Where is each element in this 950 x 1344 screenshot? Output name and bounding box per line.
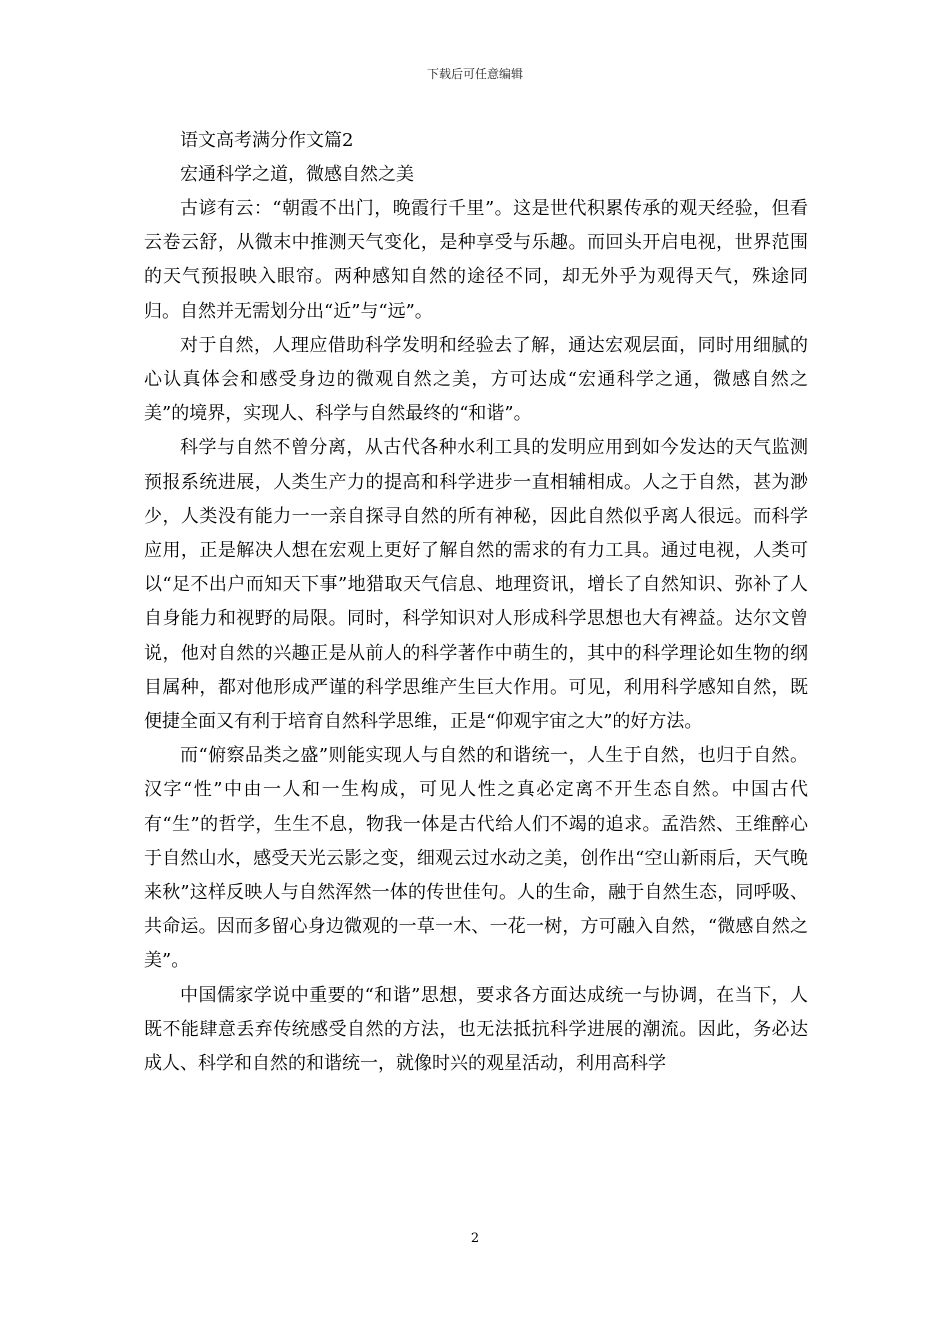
document-body bbox=[144, 124, 808, 1081]
document-title: 语文高考满分作文篇2 bbox=[180, 130, 354, 151]
paragraph-2: 对于自然，人理应借助科学发明和经验去了解，通达宏观层面，同时用细腻的心认真体会和感受身边的微观自然之美，方可达成“宏通科学之通，微感自然之美”的境界，实现人、科学与自然最终的“和谐”。 bbox=[144, 334, 808, 425]
paragraph-3: 科学与自然不曾分离，从古代各种水利工具的发明应用到如今发达的天气监测预报系统进展，人类生产力的提高和科学进步一直相辅相成。人之于自然，甚为渺少，人类没有能力一一亲自探寻自然的所有神秘，因此自然似乎离人很远。而科学应用，正是解决人想在宏观上更好了解自然的需求的有力工具。通过电视，人类可以“足不出户而知天下事”地猎取天气信息、地理资讯，增长了自然知识、弥补了人自身能力和视野的局限。同时，科学知识对人形成科学思想也大有裨益。达尔文曾说，他对自然的兴趣正是从前人的科学著作中萌生的，其中的科学理论如生物的纲目属种，都对他形成严谨的科学思维产生巨大作用。可见，利用科学感知自然，既便捷全面又有利于培育自然科学思维，正是“仰观宇宙之大”的好方法。 bbox=[144, 437, 808, 733]
page-header: 下载后可任意编辑 bbox=[426, 67, 523, 81]
document-subtitle: 宏通科学之道，微感自然之美 bbox=[180, 164, 414, 185]
page-number: 2 bbox=[470, 1231, 480, 1246]
paragraph-1: 古谚有云：“朝霞不出门，晚霞行千里”。这是世代积累传承的观天经验，但看云卷云舒，从微末中推测天气变化，是种享受与乐趣。而回头开启电视，世界范围的天气预报映入眼帘。两种感知自然的途径不同，却无外乎为观得天气，殊途同归。自然并无需划分出“近”与“远”。 bbox=[144, 198, 808, 322]
paragraph-5: 中国儒家学说中重要的“和谐”思想，要求各方面达成统一与协调，在当下，人既不能肆意丢弃传统感受自然的方法，也无法抵抗科学进展的潮流。因此，务必达成人、科学和自然的和谐统一，就像时兴的观星活动，利用高科学 bbox=[144, 984, 808, 1075]
paragraph-4: 而“俯察品类之盛”则能实现人与自然的和谐统一，人生于自然，也归于自然。汉字“性”中由一人和一生构成，可见人性之真必定离不开生态自然。中国古代有“生”的哲学，生生不息，物我一体是古代给人们不竭的追求。孟浩然、王维醉心于自然山水，感受天光云影之变，细观云过水动之美，创作出“空山新雨后，天气晚来秋”这样反映人与自然浑然一体的传世佳句。人的生命，融于自然生态，同呼吸、共命运。因而多留心身边微观的一草一木、一花一树，方可融入自然，“微感自然之美”。 bbox=[144, 745, 808, 972]
